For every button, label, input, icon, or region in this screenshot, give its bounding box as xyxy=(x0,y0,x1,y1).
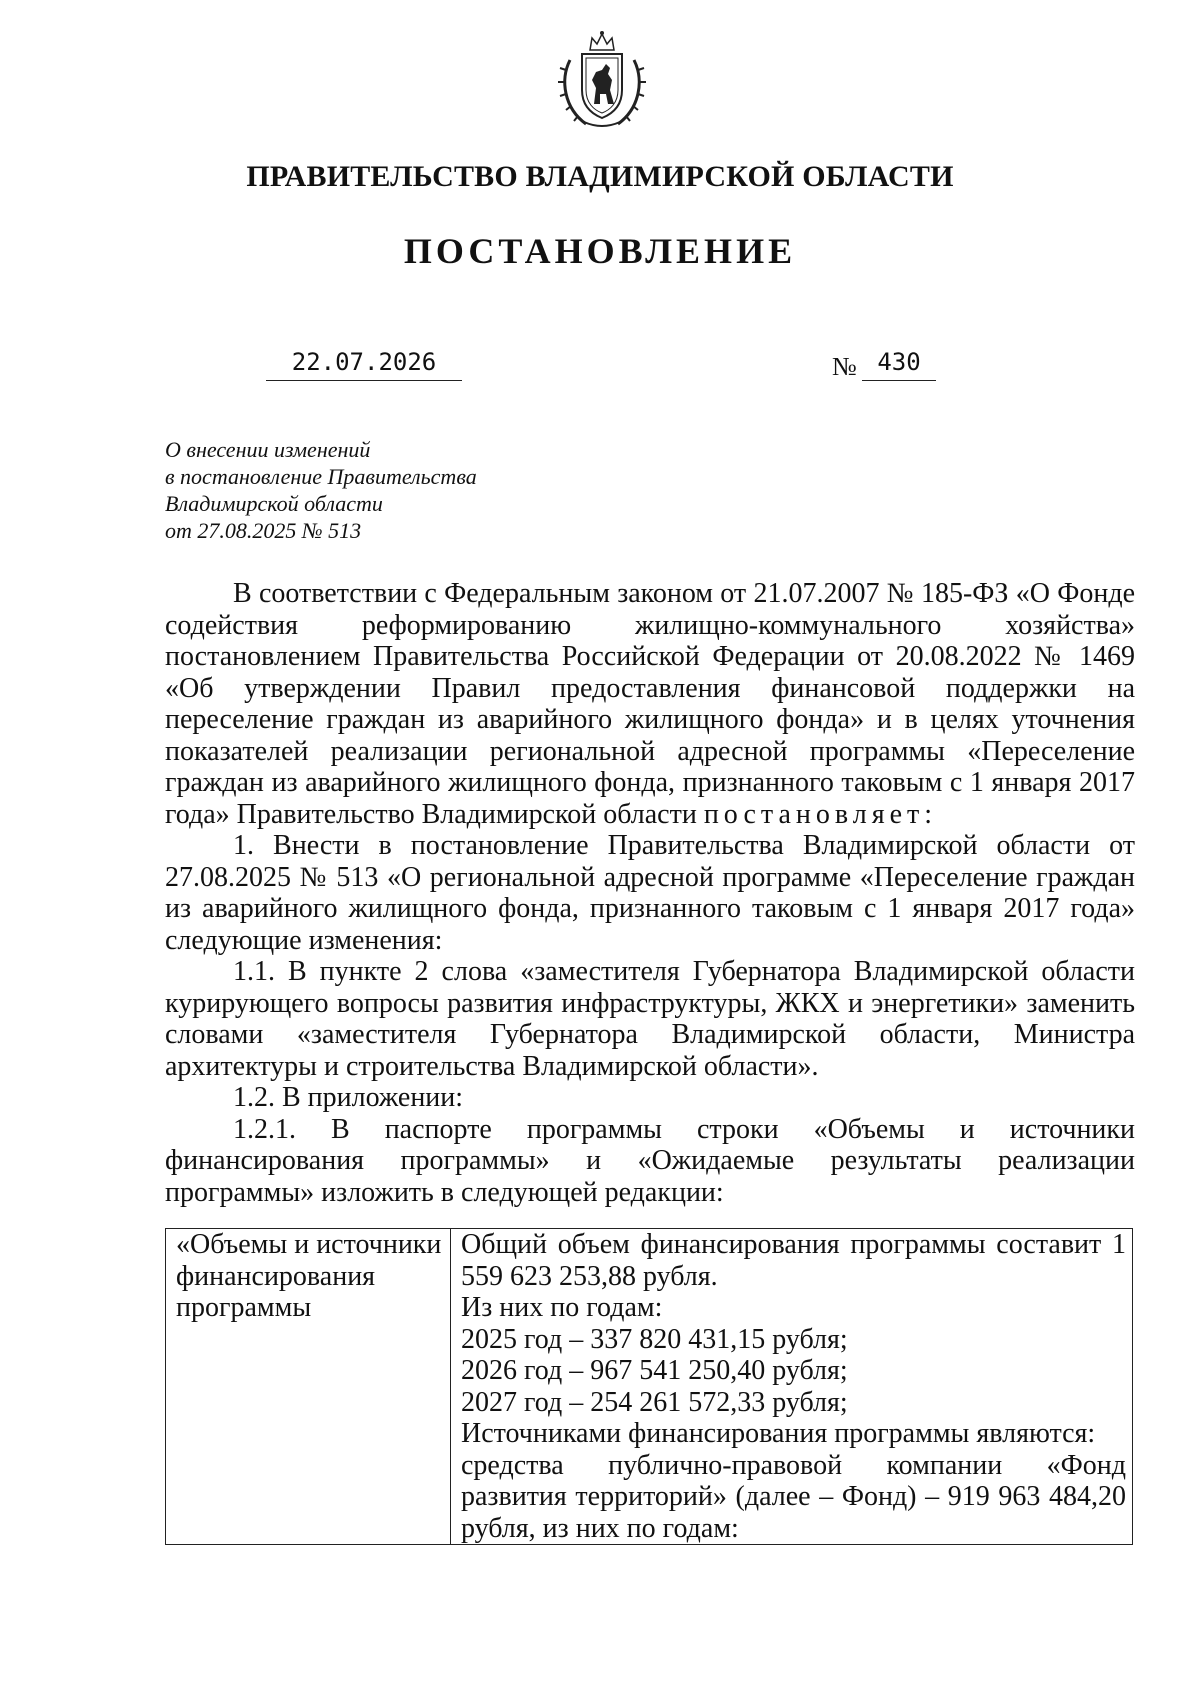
decree-verb: постановляет: xyxy=(703,798,938,830)
document-body xyxy=(165,578,1135,1208)
document-number: 430 xyxy=(862,348,936,381)
government-title: ПРАВИТЕЛЬСТВО ВЛАДИМИРСКОЙ ОБЛАСТИ xyxy=(246,160,954,193)
document-subject xyxy=(165,436,477,544)
year-funding-line: 2027 год – 254 261 572,33 рубля; xyxy=(461,1386,848,1418)
document-number-label: № xyxy=(832,352,857,381)
sources-intro: Источниками финансирования программы являются: xyxy=(461,1418,1096,1449)
row-label-line: программы xyxy=(176,1292,312,1323)
row-value-cell xyxy=(451,1229,1133,1545)
total-funding-text: Общий объем финансирования программы составит 1 559 623 253,88 рубля. xyxy=(461,1229,1126,1292)
preamble-paragraph xyxy=(165,578,1135,830)
subject-line: от 27.08.2025 № 513 xyxy=(165,518,362,543)
year-funding-line: 2026 год – 967 541 250,40 рубля; xyxy=(461,1355,848,1386)
clause-1-1: 1.1. В пункте 2 слова «заместителя Губернатора Владимирской области курирующего вопросы развития инфраструктуры, ЖКХ и энергетики» заменить словами «заместителя Губернатора Владимирской области, Министра архитектуры и строительства Владимирской области». xyxy=(165,956,1135,1082)
subject-line: О внесении изменений xyxy=(165,437,371,462)
coat-of-arms-emblem xyxy=(556,30,648,130)
table-row xyxy=(166,1229,1133,1545)
row-label-cell xyxy=(166,1229,451,1545)
preamble-text: В соответствии с Федеральным законом от 21.07.2007 № 185-ФЗ «О Фонде содействия реформированию жилищно-коммунального хозяйства» постановлением Правительства Российской Федерации от 20.08.2022 № 1469 «Об утверждении Правил предоставления финансовой поддержки на переселение граждан из аварийного жилищного фонда» и в целях уточнения показателей реализации региональной адресной программы «Переселение граждан из аварийного жилищного фонда, признанного таковым с 1 января 2017 года» Правительство Владимирской области xyxy=(165,578,1135,830)
subject-line: в постановление Правительства xyxy=(165,464,477,489)
subject-line: Владимирской области xyxy=(165,491,383,516)
fund-funding-text: средства публично-правовой компании «Фонд развития территорий» (далее – Фонд) – 919 963 484,20 рубля, из них по годам: xyxy=(461,1449,1126,1544)
document-date: 22.07.2026 xyxy=(266,348,462,381)
program-passport-table xyxy=(165,1228,1133,1545)
year-funding-line: 2025 год – 337 820 431,15 рубля; xyxy=(461,1323,848,1355)
clause-1: 1. Внести в постановление Правительства Владимирской области от 27.08.2025 № 513 «О региональной адресной программе «Переселение граждан из аварийного жилищного фонда, признанного таковым с 1 января 2017 года» следующие изменения: xyxy=(165,830,1135,956)
document-type-title: ПОСТАНОВЛЕНИЕ xyxy=(403,231,797,271)
row-label-line: «Объемы и источники xyxy=(176,1229,442,1260)
clause-1-2-1: 1.2.1. В паспорте программы строки «Объемы и источники финансирования программы» и «Ожидаемые результаты реализации программы» изложить в следующей редакции: xyxy=(165,1113,1135,1208)
row-label-line: финансирования xyxy=(176,1260,376,1292)
years-intro: Из них по годам: xyxy=(461,1292,663,1323)
clause-1-2: 1.2. В приложении: xyxy=(233,1082,464,1113)
